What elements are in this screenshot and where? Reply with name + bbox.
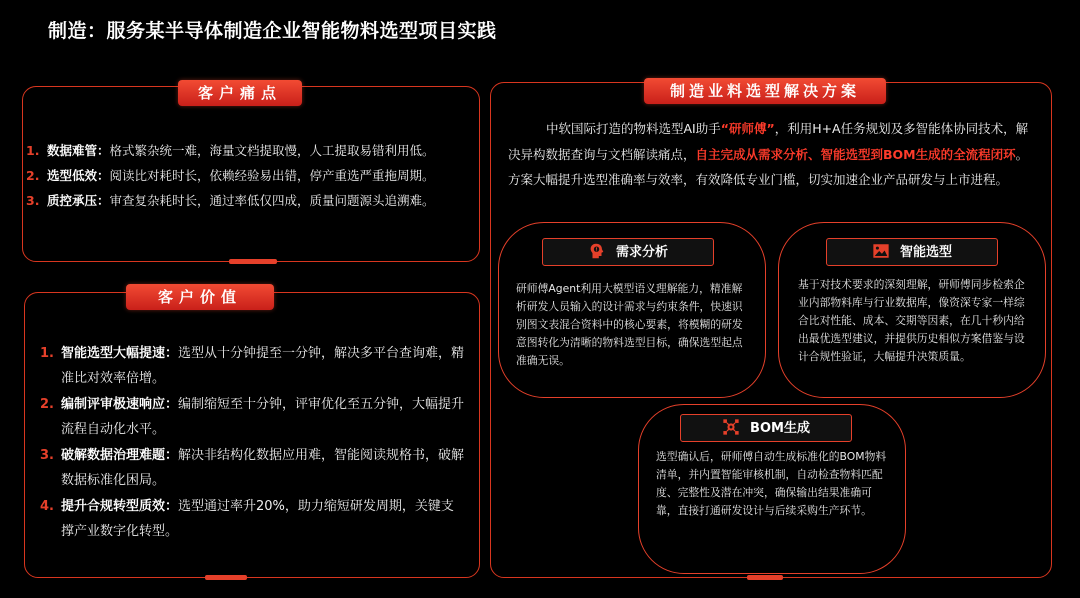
requirement-analysis-text: 研师傅Agent利用大模型语义理解能力，精准解析研发人员输入的设计需求与约束条件，快速识别图文表混合资料中的核心要素，将模糊的研发意图转化为清晰的物料选型目标，确保选型起点准确无误。 [516,282,743,367]
customer-value-tag: 客户价值 [126,284,274,310]
pain-points-tag: 客户痛点 [178,80,302,106]
image-icon [872,242,890,260]
list-item: 1. 数据难管：格式繁杂统一难，海量文档提取慢，人工提取易错利用低。 [26,143,435,158]
bom-generation-tag: BOM生成 [680,414,852,442]
lightbulb-head-icon [588,242,606,260]
list-item: 2. 编制评审极速响应：编制缩短至十分钟，评审优化至五分钟，大幅提升流程自动化水平。 [40,397,465,437]
smart-selection-tag: 智能选型 [826,238,998,266]
list-item: 3. 破解数据治理难题：解决非结构化数据应用难，智能阅读规格书，破解数据标准化困局。 [40,448,465,488]
smart-selection-text: 基于对技术要求的深刻理解，研师傅同步检索企业内部物料库与行业数据库，像资深专家一样综合比对性能、成本、交期等因素，在几十秒内给出最优选型建议，并提供历史相似方案借鉴与设计合规性验证，大幅提升决策质量。 [798,278,1025,363]
panel-bottom-accent [229,259,277,264]
panel-bottom-accent [205,575,247,580]
list-item: 2. 选型低效：阅读比对耗时长，依赖经验易出错，停产重选严重拖周期。 [26,168,435,183]
solution-intro: 中软国际打造的物料选型AI助手“研师傅”，利用H+A任务规划及多智能体协同技术，解决异构数据查询与文档解读痛点，自主完成从需求分析、智能选型到BOM生成的全流程闭环。方案大幅提升选型准确率与效率，有效降低专业门槛，切实加速企业产品研发与上市进程。 [508,121,1029,187]
panel-bottom-accent [747,575,783,580]
list-item: 3. 质控承压：审查复杂耗时长，通过率低仅四成，质量问题源头追溯难。 [26,193,435,208]
list-item: 1. 智能选型大幅提速：选型从十分钟提至一分钟，解决多平台查询难，精准比对效率倍增。 [40,346,465,386]
pain-points-list [26,138,476,213]
solution-tag: 制造业料选型解决方案 [644,78,886,104]
bom-generation-text: 选型确认后，研师傅自动生成标准化的BOM物料清单，并内置智能审核机制，自动检查物料匹配度、完整性及潜在冲突，确保输出结果准确可靠，直接打通研发设计与后续采购生产环节。 [656,450,887,517]
network-gear-icon [722,418,740,436]
list-item: 4. 提升合规转型质效：选型通过率升20%，助力缩短研发周期，关键支撑产业数字化转型。 [40,499,454,539]
requirement-analysis-tag: 需求分析 [542,238,714,266]
customer-value-list [40,342,466,546]
page-title: 制造：服务某半导体制造企业智能物料选型项目实践 [48,20,497,42]
